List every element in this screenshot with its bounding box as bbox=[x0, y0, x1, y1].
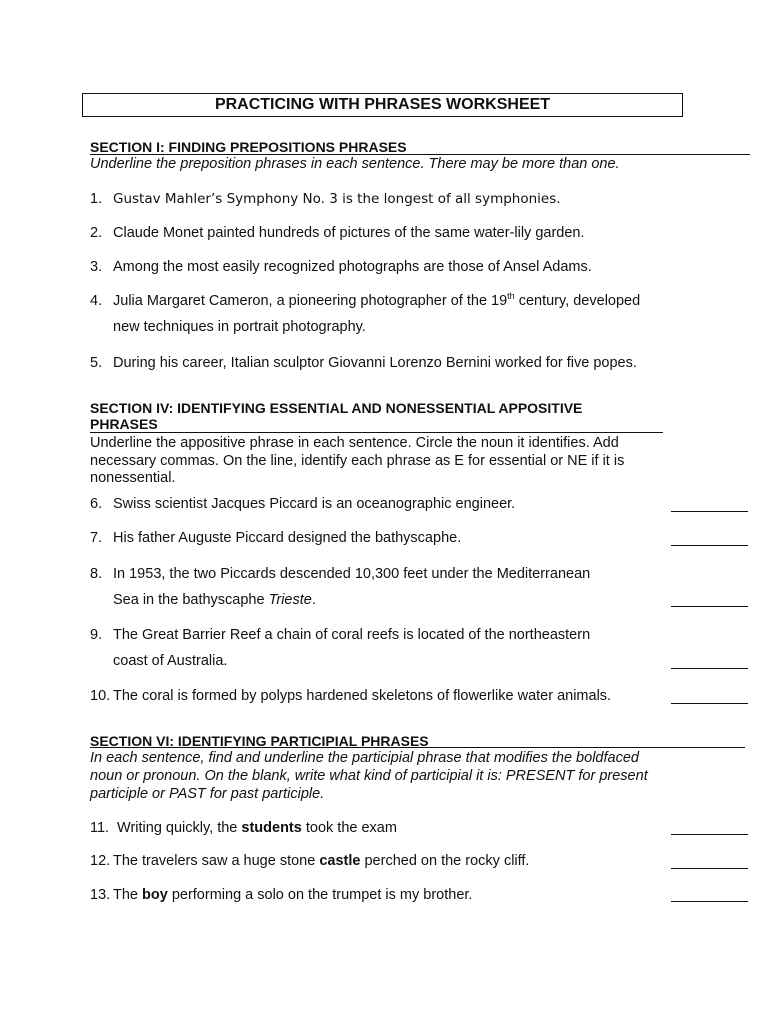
list-item bbox=[90, 186, 561, 212]
page-title: PRACTICING WITH PHRASES WORKSHEET bbox=[82, 93, 683, 117]
item-number: 10. bbox=[90, 688, 111, 704]
item-text: Swiss scientist Jacques Piccard is an oceanographic engineer. bbox=[113, 496, 516, 512]
list-item bbox=[90, 525, 461, 551]
section-4-instruction-3: nonessential. bbox=[90, 470, 176, 486]
item-number: 3. bbox=[90, 259, 103, 275]
superscript: th bbox=[507, 291, 515, 302]
item-text: The coral is formed by polyps hardened skeletons of flowerlike water animals. bbox=[113, 688, 612, 704]
section-4-heading-cont: PHRASES bbox=[90, 416, 158, 432]
ship-name: Trieste bbox=[268, 592, 312, 608]
list-item bbox=[90, 220, 585, 246]
item-number: 5. bbox=[90, 355, 103, 371]
answer-blank[interactable] bbox=[671, 868, 748, 869]
section-6-instruction-1: In each sentence, find and underline the participial phrase that modifies the boldfaced bbox=[90, 750, 639, 766]
item-text-continued: Sea in the bathyscaphe Trieste. bbox=[113, 592, 316, 608]
answer-blank[interactable] bbox=[671, 901, 748, 902]
list-item bbox=[90, 254, 592, 280]
item-text: Claude Monet painted hundreds of pictures of the same water-lily garden. bbox=[113, 225, 585, 241]
answer-blank[interactable] bbox=[671, 545, 748, 546]
list-item bbox=[90, 561, 590, 613]
list-item: 12. The travelers saw a huge stone castle perched on the rocky cliff. bbox=[90, 848, 529, 874]
boldfaced-noun: students bbox=[241, 820, 302, 836]
answer-blank[interactable] bbox=[671, 668, 748, 669]
item-text: His father Auguste Piccard designed the bathyscaphe. bbox=[113, 530, 462, 546]
item-number: 6. bbox=[90, 496, 103, 512]
item-text-continued: new techniques in portrait photography. bbox=[113, 319, 366, 335]
list-item bbox=[90, 683, 611, 709]
item-text: The Great Barrier Reef a chain of coral reefs is located of the northeastern bbox=[113, 627, 591, 643]
list-item bbox=[90, 491, 515, 517]
item-text: Julia Margaret Cameron, a pioneering photographer of the 19 bbox=[113, 293, 508, 309]
list-item: 13. The boy performing a solo on the trumpet is my brother. bbox=[90, 882, 472, 908]
item-number: 12. bbox=[90, 853, 111, 869]
section-1-heading: SECTION I: FINDING PREPOSITIONS PHRASES bbox=[90, 139, 407, 155]
item-number: 4. bbox=[90, 293, 103, 309]
boldfaced-noun: boy bbox=[142, 887, 168, 903]
section-6-instruction-3: participle or PAST for past participle. bbox=[90, 786, 325, 802]
item-text: During his career, Italian sculptor Giovanni Lorenzo Bernini worked for five popes. bbox=[113, 355, 637, 371]
section-4-instruction-1: Underline the appositive phrase in each sentence. Circle the noun it identifies. Add bbox=[90, 435, 619, 451]
answer-blank[interactable] bbox=[671, 834, 748, 835]
item-number: 11. bbox=[90, 820, 110, 836]
section-1-instruction: Underline the preposition phrases in each sentence. There may be more than one. bbox=[90, 156, 620, 172]
item-text: Among the most easily recognized photographs are those of Ansel Adams. bbox=[113, 259, 592, 275]
answer-blank[interactable] bbox=[671, 511, 748, 512]
item-number: 2. bbox=[90, 225, 103, 241]
answer-blank[interactable] bbox=[671, 703, 748, 704]
item-text: century, developed bbox=[514, 293, 641, 309]
answer-blank[interactable] bbox=[671, 606, 748, 607]
section-4-heading: SECTION IV: IDENTIFYING ESSENTIAL AND NONESSENTIAL APPOSITIVE bbox=[90, 400, 583, 416]
item-number: 13. bbox=[90, 887, 111, 903]
section-6-heading: SECTION VI: IDENTIFYING PARTICIPIAL PHRASES bbox=[90, 733, 429, 749]
list-item bbox=[90, 288, 640, 340]
section-1-rule bbox=[90, 154, 750, 155]
list-item: 11. Writing quickly, the students took the exam bbox=[90, 815, 397, 841]
item-number: 9. bbox=[90, 627, 103, 643]
section-6-rule bbox=[90, 747, 745, 748]
item-text: Gustav Mahler’s Symphony No. 3 is the longest of all symphonies. bbox=[113, 191, 561, 207]
list-item bbox=[90, 350, 637, 376]
boldfaced-noun: castle bbox=[319, 853, 361, 869]
item-text-continued: coast of Australia. bbox=[113, 653, 228, 669]
list-item bbox=[90, 622, 590, 674]
section-4-rule bbox=[90, 432, 663, 433]
item-number: 8. bbox=[90, 566, 103, 582]
item-number: 1. bbox=[90, 191, 103, 207]
section-4-instruction-2: necessary commas. On the line, identify each phrase as E for essential or NE if it is bbox=[90, 453, 625, 469]
item-text: In 1953, the two Piccards descended 10,300 feet under the Mediterranean bbox=[113, 566, 591, 582]
item-number: 7. bbox=[90, 530, 103, 546]
section-6-instruction-2: noun or pronoun. On the blank, write what kind of participial it is: PRESENT for present bbox=[90, 768, 648, 784]
